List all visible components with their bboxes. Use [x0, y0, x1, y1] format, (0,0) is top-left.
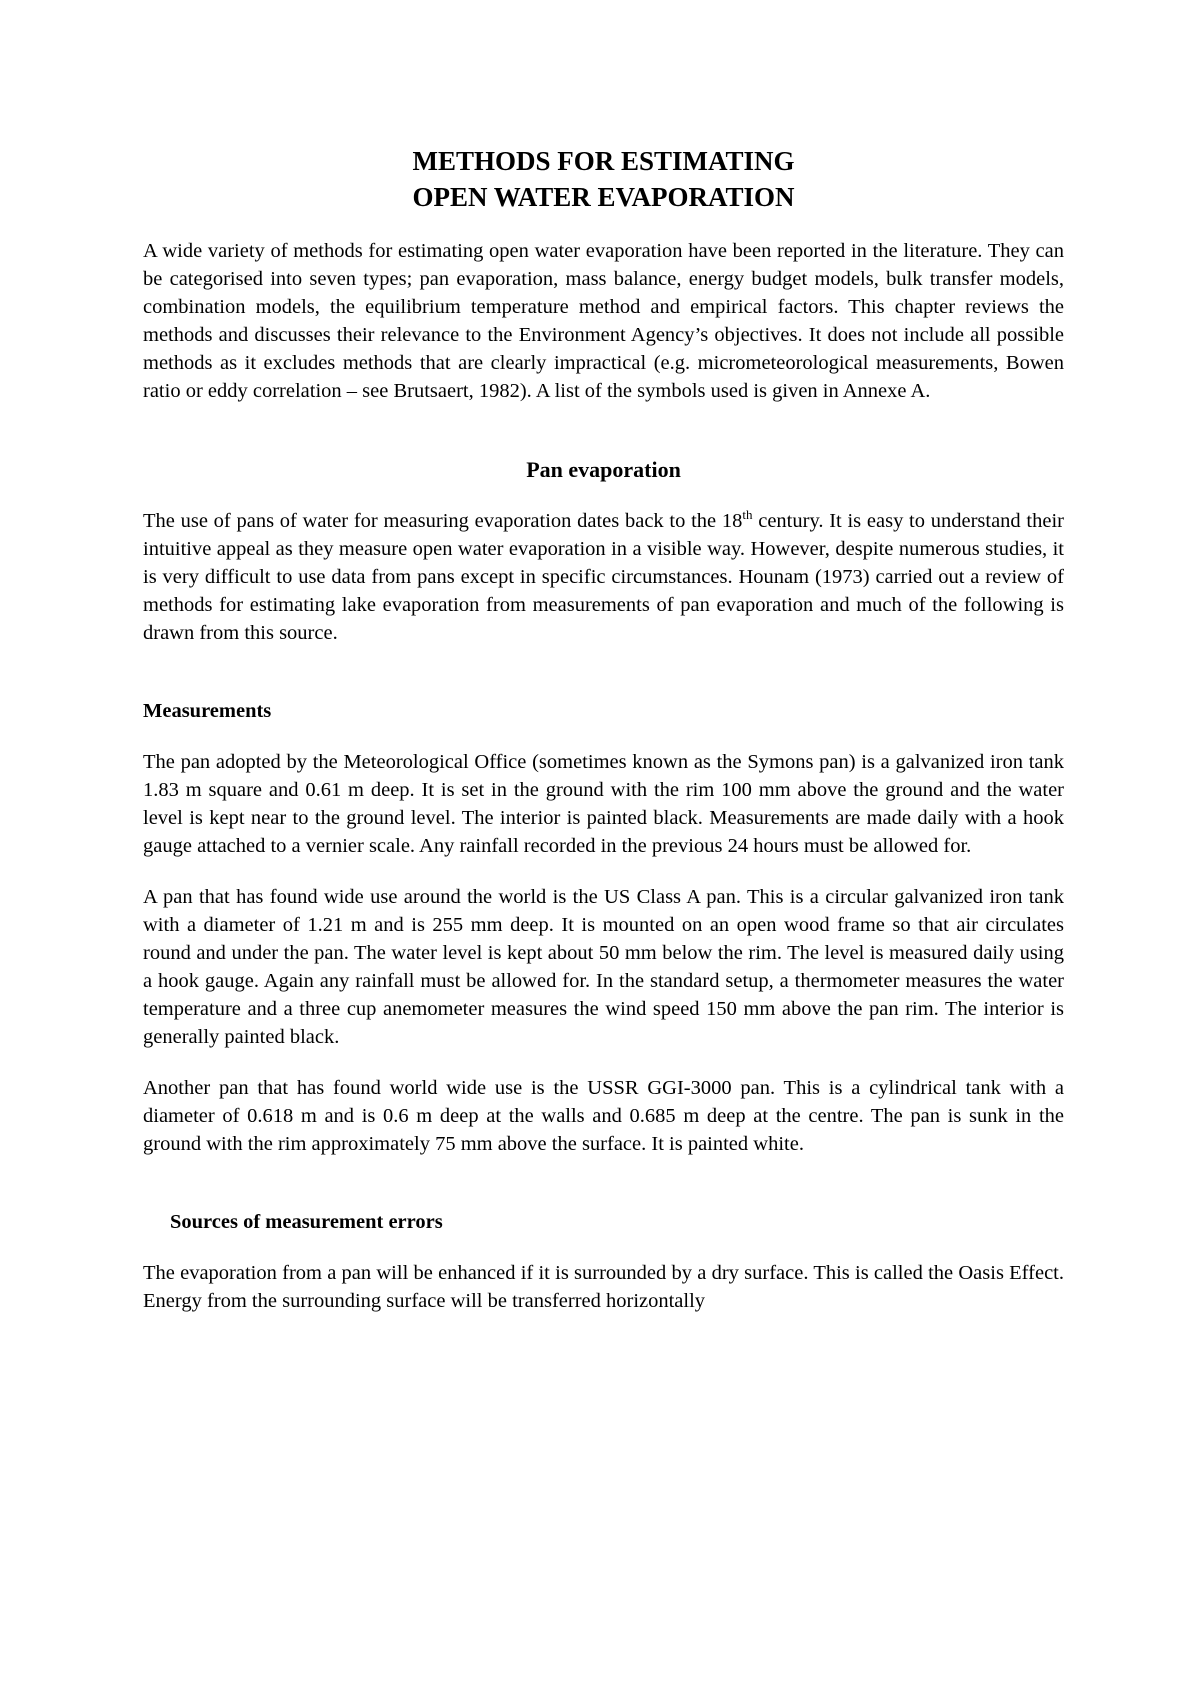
measurements-paragraph-class-a-pan: A pan that has found wide use around the world is the US Class A pan. This is a circular galvanized iron tank with a diameter of 1.21 m and is 255 mm deep. It is mounted on an open wood frame so that air circulates round and under the pan. The water level is kept about 50 mm below the rim. The level is measured daily using a hook gauge. Again any rainfall must be allowed for. In the standard setup, a thermometer measures the water temperature and a three cup anemometer measures the wind speed 150 mm above the pan rim. The interior is generally painted black.: [143, 886, 1064, 1048]
pan-evaporation-paragraph: [143, 507, 1064, 647]
section-heading-pan-evaporation: Pan evaporation: [526, 457, 681, 482]
pan-evaporation-text-start: The use of pans of water for measuring evaporation dates back to the 18: [143, 510, 743, 532]
ordinal-superscript: th: [742, 507, 753, 523]
subheading-measurement-errors: Sources of measurement errors: [170, 1211, 443, 1233]
subheading-measurements: Measurements: [143, 700, 272, 722]
measurements-paragraph-ggi-3000-pan: Another pan that has found world wide use is the USSR GGI-3000 pan. This is a cylindrical tank with a diameter of 0.618 m and is 0.6 m deep at the walls and 0.685 m deep at the centre. The pan is sunk in the ground with the rim approximately 75 mm above the surface. It is painted white.: [143, 1077, 1064, 1155]
document-title: [143, 143, 1064, 215]
intro-paragraph: A wide variety of methods for estimating open water evaporation have been reported in the literature. They can be categorised into seven types; pan evaporation, mass balance, energy budget models, bulk transfer models, combination models, the equilibrium temperature method and empirical factors. This chapter reviews the methods and discusses their relevance to the Environment Agency’s objectives. It does not include all possible methods as it excludes methods that are clearly impractical (e.g. micrometeorological measurements, Bowen ratio or eddy correlation – see Brutsaert, 1982). A list of the symbols used is given in Annexe A.: [143, 240, 1064, 402]
measurements-paragraph-symons-pan: The pan adopted by the Meteorological Office (sometimes known as the Symons pan) is a galvanized iron tank 1.83 m square and 0.61 m deep. It is set in the ground with the rim 100 mm above the ground and the water level is kept near to the ground level. The interior is painted black. Measurements are made daily with a hook gauge attached to a vernier scale. Any rainfall recorded in the previous 24 hours must be allowed for.: [143, 751, 1064, 857]
title-line-2: OPEN WATER EVAPORATION: [412, 182, 795, 212]
measurement-errors-paragraph: The evaporation from a pan will be enhanced if it is surrounded by a dry surface. This is called the Oasis Effect. Energy from the surrounding surface will be transferred horizontally: [143, 1262, 1064, 1312]
page-content: [143, 143, 1064, 1315]
title-line-1: METHODS FOR ESTIMATING: [412, 146, 795, 176]
pan-evaporation-text-end: century. It is easy to understand their intuitive appeal as they measure open water evaporation in a visible way. However, despite numerous studies, it is very difficult to use data from pans except in specific circumstances. Hounam (1973) carried out a review of methods for estimating lake evaporation from measurements of pan evaporation and much of the following is drawn from this source.: [143, 510, 1064, 644]
